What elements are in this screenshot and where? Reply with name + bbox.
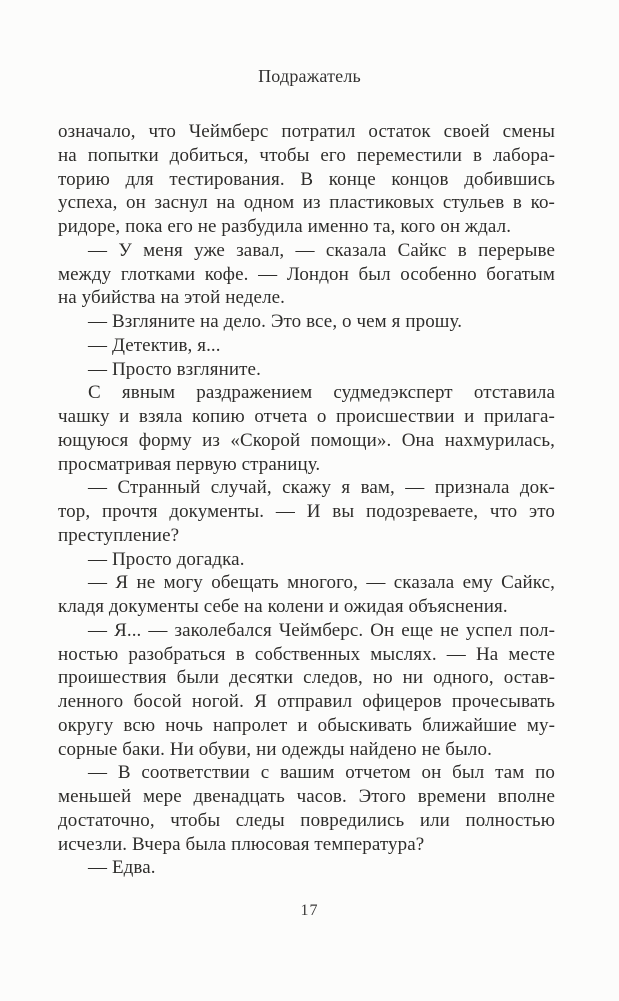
paragraph [58, 619, 555, 762]
text-line: между глотками кофе. — Лондон был особенно богатым [58, 263, 555, 285]
paragraph [58, 381, 555, 476]
text-line: ностью разобраться в собственных мыслях. — На месте [58, 643, 555, 665]
text-line: округу всю ночь напролет и обыскивать ближайшие му- [58, 714, 555, 736]
text-line: — Я не могу обещать многого, — сказала ему Сайкс, [88, 572, 555, 594]
text-line: успеха, он заснул на одном из пластиковых стульев в ко- [58, 192, 555, 214]
text-line: — Странный случай, скажу я вам, — признала док- [88, 477, 555, 499]
paragraph [58, 761, 555, 856]
text-line: означало, что Чеймберс потратил остаток своей смены [58, 121, 555, 142]
text-line: — Взгляните на дело. Это все, о чем я прошу. [88, 311, 463, 332]
paragraph [58, 334, 555, 358]
text-line: ридоре, пока его не разбудила именно та, кого он ждал. [58, 216, 512, 237]
text-line: преступление? [58, 524, 180, 546]
page-text-block [58, 120, 555, 880]
text-line: проишествия были десятки следов, но ни одного, остав- [58, 667, 555, 689]
text-line: сорные баки. Ни обуви, ни одежды найдено не было. [58, 738, 492, 760]
text-line: просматривая первую страницу. [58, 453, 321, 475]
text-line: ющуюся форму из «Скорой помощи». Она нахмурилась, [58, 429, 555, 451]
text-line: С явным раздражением судмедэксперт отставила [88, 382, 555, 404]
text-line: на убийства на этой неделе. [58, 287, 286, 309]
text-line: — В соответствии с вашим отчетом он был там по [88, 762, 555, 784]
text-line: достаточно, чтобы следы повредились или полностью [58, 809, 555, 831]
text-line: — Просто взгляните. [88, 358, 261, 380]
text-line: — Просто догадка. [88, 548, 245, 570]
paragraph [58, 856, 555, 880]
text-line: — Едва. [88, 857, 156, 879]
text-line: кладя документы себе на колени и ожидая объяснения. [58, 596, 508, 617]
paragraph [58, 548, 555, 572]
text-line: тор, прочтя документы. — И вы подозреваете, что это [58, 501, 555, 522]
text-line: — Я... — заколебался Чеймберс. Он еще не успел пол- [88, 619, 555, 641]
text-line: торию для тестирования. В конце концов добившись [58, 168, 555, 190]
running-header-title: Подражатель [258, 66, 361, 86]
paragraph [58, 476, 555, 547]
text-line: — Детектив, я... [88, 334, 221, 356]
paragraph [58, 571, 555, 619]
page-number: 17 [300, 902, 319, 919]
paragraph [58, 239, 555, 310]
text-line: меньшей мере двенадцать часов. Этого времени вполне [58, 786, 555, 807]
text-line: ленного босой ногой. Я отправил офицеров прочесывать [58, 691, 555, 712]
paragraph [58, 120, 555, 239]
text-line: — У меня уже завал, — сказала Сайкс в перерыве [88, 239, 555, 261]
text-line: на попытки добиться, чтобы его переместили в лабора- [58, 144, 555, 166]
paragraph [58, 310, 555, 334]
text-line: исчезли. Вчера была плюсовая температура? [58, 833, 425, 855]
paragraph [58, 358, 555, 382]
text-line: чашку и взяла копию отчета о происшествии и прилага- [58, 406, 555, 427]
